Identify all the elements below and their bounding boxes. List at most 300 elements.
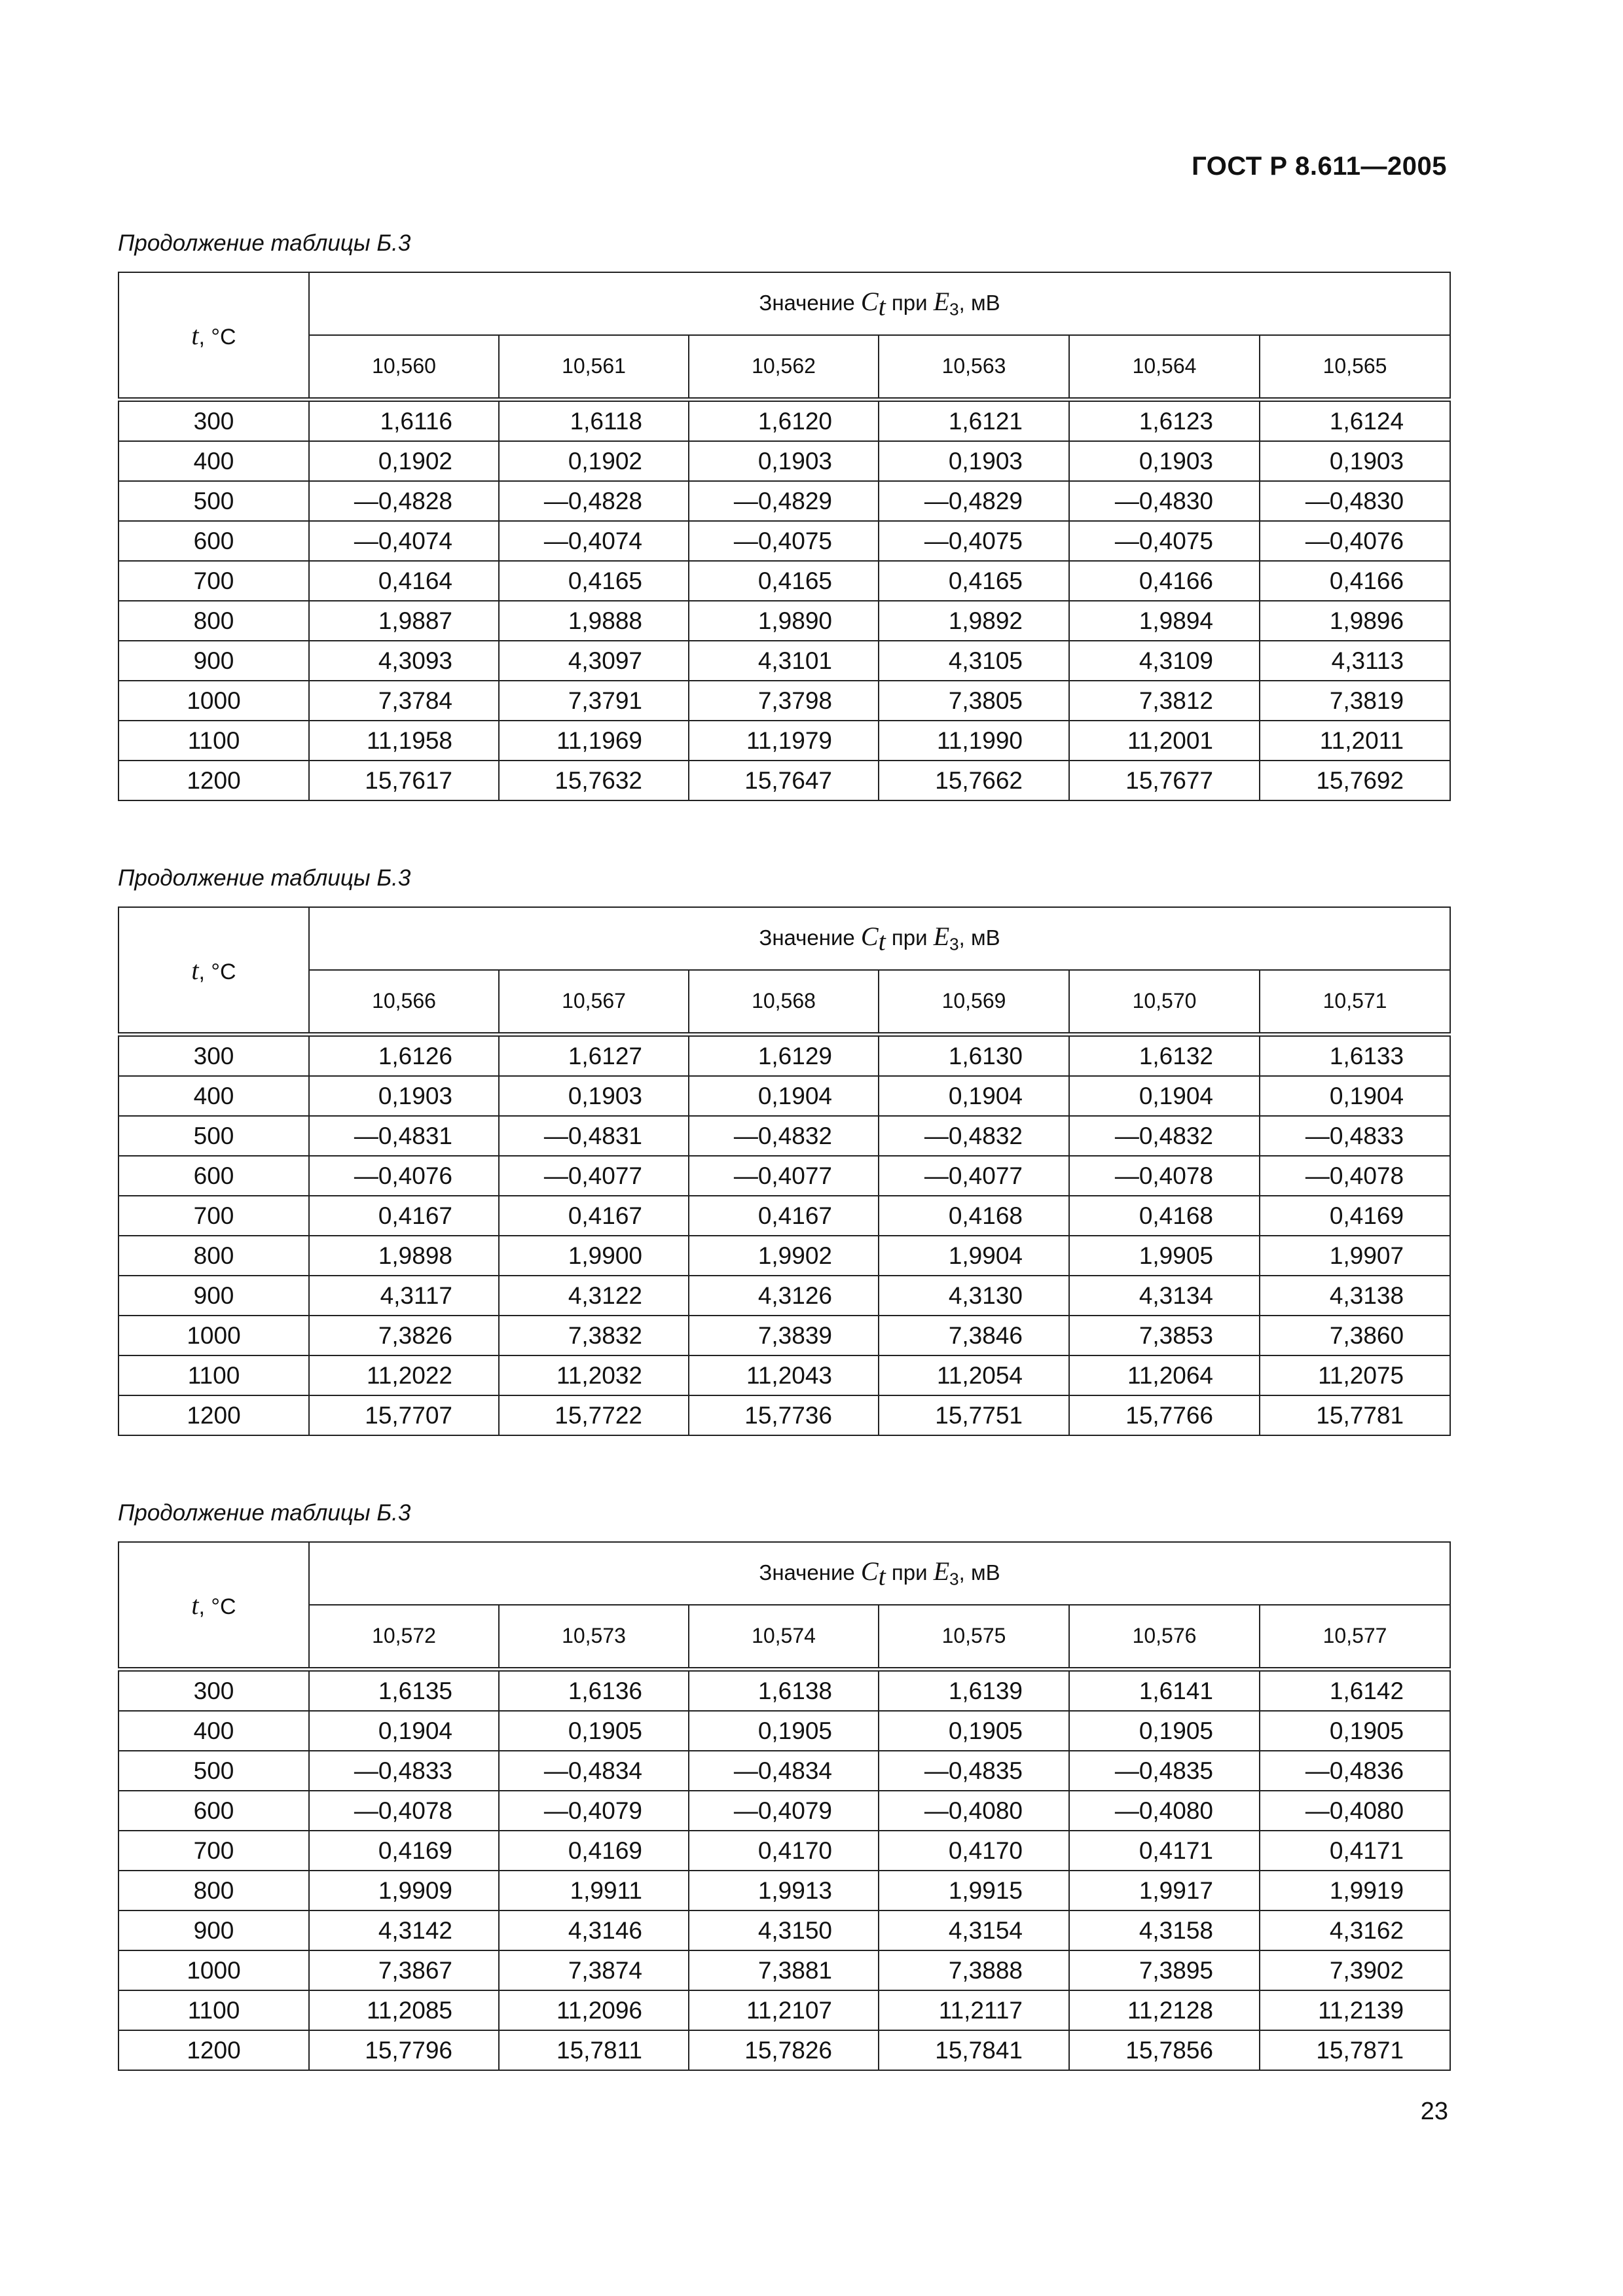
value-cell: 15,7722: [499, 1395, 689, 1435]
value-cell: 1,6124: [1260, 400, 1450, 442]
value-cell: 0,4169: [309, 1831, 499, 1871]
table-row: [119, 2030, 1450, 2070]
value-cell: —0,4828: [499, 481, 689, 521]
header-row: [119, 272, 1450, 335]
value-cell: 0,4167: [309, 1196, 499, 1236]
column-header: 10,562: [689, 335, 879, 400]
temperature-cell: 700: [119, 1831, 309, 1871]
value-prefix: Значение: [759, 290, 861, 315]
value-cell: —0,4830: [1069, 481, 1260, 521]
temperature-cell: 800: [119, 601, 309, 641]
t-unit: , °C: [198, 959, 236, 984]
value-cell: 0,1905: [499, 1711, 689, 1751]
table-row: [119, 521, 1450, 561]
value-cell: —0,4828: [309, 481, 499, 521]
value-cell: 1,9896: [1260, 601, 1450, 641]
table-row: [119, 681, 1450, 721]
t-unit: , °C: [198, 324, 236, 350]
value-cell: 11,2001: [1069, 721, 1260, 761]
value-cell: 0,4171: [1260, 1831, 1450, 1871]
value-mid: при: [885, 925, 934, 950]
value-cell: 1,6130: [879, 1035, 1069, 1077]
value-cell: 0,1903: [499, 1076, 689, 1116]
table-row: [119, 601, 1450, 641]
value-cell: 15,7692: [1260, 761, 1450, 800]
column-header: 10,574: [689, 1605, 879, 1670]
table-row: [119, 641, 1450, 681]
e-subscript: 3: [949, 299, 959, 319]
temperature-cell: 600: [119, 1156, 309, 1196]
temperature-cell: 1200: [119, 761, 309, 800]
value-cell: 0,4167: [689, 1196, 879, 1236]
value-cell: 1,6126: [309, 1035, 499, 1077]
temperature-cell: 400: [119, 441, 309, 481]
value-prefix: Значение: [759, 925, 861, 950]
value-cell: 0,1904: [879, 1076, 1069, 1116]
value-cell: 7,3832: [499, 1316, 689, 1355]
value-cell: 1,9909: [309, 1871, 499, 1910]
table-row: [119, 1076, 1450, 1116]
value-cell: 11,2054: [879, 1355, 1069, 1395]
value-cell: 1,9911: [499, 1871, 689, 1910]
column-header-row: [119, 335, 1450, 400]
value-cell: 4,3146: [499, 1910, 689, 1950]
value-cell: 0,1903: [689, 441, 879, 481]
e-symbol: E: [933, 921, 950, 951]
column-header: 10,566: [309, 970, 499, 1035]
value-cell: 7,3874: [499, 1950, 689, 1990]
value-cell: 11,2107: [689, 1990, 879, 2030]
value-cell: —0,4076: [1260, 521, 1450, 561]
value-cell: 0,1903: [879, 441, 1069, 481]
value-cell: 4,3150: [689, 1910, 879, 1950]
value-cell: 1,9898: [309, 1236, 499, 1276]
value-cell: 15,7796: [309, 2030, 499, 2070]
value-cell: 1,6141: [1069, 1670, 1260, 1712]
value-cell: 1,6133: [1260, 1035, 1450, 1077]
value-cell: 0,1902: [499, 441, 689, 481]
temperature-cell: 500: [119, 481, 309, 521]
temperature-cell: 800: [119, 1236, 309, 1276]
value-cell: 7,3791: [499, 681, 689, 721]
value-cell: 0,1903: [309, 1076, 499, 1116]
column-header: 10,575: [879, 1605, 1069, 1670]
value-cell: 4,3158: [1069, 1910, 1260, 1950]
value-cell: 4,3162: [1260, 1910, 1450, 1950]
value-cell: 1,6136: [499, 1670, 689, 1712]
value-cell: 1,9890: [689, 601, 879, 641]
value-cell: —0,4834: [689, 1751, 879, 1791]
value-cell: 7,3853: [1069, 1316, 1260, 1355]
value-cell: 0,4167: [499, 1196, 689, 1236]
value-cell: 0,1905: [1069, 1711, 1260, 1751]
value-cell: 4,3134: [1069, 1276, 1260, 1316]
value-cell: 15,7677: [1069, 761, 1260, 800]
value-cell: 7,3867: [309, 1950, 499, 1990]
value-header: [309, 272, 1450, 335]
value-mid: при: [885, 290, 934, 315]
value-cell: 1,9892: [879, 601, 1069, 641]
value-cell: 0,4166: [1260, 561, 1450, 601]
header-row: [119, 907, 1450, 970]
value-cell: 1,6139: [879, 1670, 1069, 1712]
table-row: [119, 1751, 1450, 1791]
value-cell: —0,4077: [879, 1156, 1069, 1196]
value-cell: 7,3784: [309, 681, 499, 721]
e-symbol: E: [933, 286, 950, 316]
table-row: [119, 1236, 1450, 1276]
data-table: [118, 906, 1451, 1436]
value-cell: 1,9907: [1260, 1236, 1450, 1276]
e-symbol: E: [933, 1556, 950, 1586]
column-header: 10,576: [1069, 1605, 1260, 1670]
table-row: [119, 761, 1450, 800]
value-cell: 7,3888: [879, 1950, 1069, 1990]
value-cell: —0,4077: [689, 1156, 879, 1196]
temperature-header: [119, 272, 309, 400]
e-subscript: 3: [949, 1569, 959, 1589]
column-header: 10,563: [879, 335, 1069, 400]
value-cell: 0,1902: [309, 441, 499, 481]
value-cell: 0,4165: [879, 561, 1069, 601]
table-row: [119, 1990, 1450, 2030]
value-cell: —0,4077: [499, 1156, 689, 1196]
value-cell: 0,1903: [1069, 441, 1260, 481]
value-cell: 0,1904: [689, 1076, 879, 1116]
value-cell: —0,4075: [1069, 521, 1260, 561]
t-symbol: t: [191, 955, 199, 985]
value-cell: 0,1905: [689, 1711, 879, 1751]
temperature-cell: 1200: [119, 1395, 309, 1435]
c-symbol: C: [860, 1556, 879, 1586]
value-cell: 0,1905: [1260, 1711, 1450, 1751]
value-cell: 7,3798: [689, 681, 879, 721]
table-row: [119, 1950, 1450, 1990]
value-cell: 15,7826: [689, 2030, 879, 2070]
value-cell: —0,4830: [1260, 481, 1450, 521]
t-unit: , °C: [198, 1594, 236, 1619]
column-header: 10,569: [879, 970, 1069, 1035]
value-cell: —0,4078: [1260, 1156, 1450, 1196]
value-cell: 4,3130: [879, 1276, 1069, 1316]
value-cell: —0,4080: [1260, 1791, 1450, 1831]
value-cell: 4,3093: [309, 641, 499, 681]
table-row: [119, 721, 1450, 761]
value-cell: 15,7856: [1069, 2030, 1260, 2070]
value-cell: 0,4170: [879, 1831, 1069, 1871]
value-cell: 7,3819: [1260, 681, 1450, 721]
value-cell: 1,9902: [689, 1236, 879, 1276]
value-cell: —0,4074: [309, 521, 499, 561]
value-cell: 11,2032: [499, 1355, 689, 1395]
value-cell: —0,4831: [499, 1116, 689, 1156]
temperature-cell: 1000: [119, 1950, 309, 1990]
c-subscript: t: [878, 926, 886, 956]
c-subscript: t: [878, 291, 886, 321]
column-header: 10,564: [1069, 335, 1260, 400]
value-unit: , мВ: [958, 290, 1000, 315]
temperature-header: [119, 1542, 309, 1670]
data-table: [118, 1541, 1451, 2071]
value-mid: при: [885, 1560, 934, 1585]
value-cell: —0,4832: [879, 1116, 1069, 1156]
value-cell: —0,4079: [499, 1791, 689, 1831]
temperature-cell: 1000: [119, 681, 309, 721]
table-row: [119, 1711, 1450, 1751]
value-cell: —0,4835: [1069, 1751, 1260, 1791]
value-cell: —0,4829: [879, 481, 1069, 521]
table-caption: Продолжение таблицы Б.3: [118, 1500, 411, 1526]
c-symbol: C: [860, 286, 879, 316]
column-header: 10,572: [309, 1605, 499, 1670]
value-cell: 1,9888: [499, 601, 689, 641]
temperature-cell: 1100: [119, 1355, 309, 1395]
value-cell: 11,1979: [689, 721, 879, 761]
value-cell: —0,4832: [689, 1116, 879, 1156]
value-cell: —0,4074: [499, 521, 689, 561]
value-cell: 15,7647: [689, 761, 879, 800]
value-cell: 1,6118: [499, 400, 689, 442]
temperature-header: [119, 907, 309, 1035]
value-cell: 15,7617: [309, 761, 499, 800]
value-cell: 7,3902: [1260, 1950, 1450, 1990]
value-cell: 1,9915: [879, 1871, 1069, 1910]
table-row: [119, 441, 1450, 481]
value-cell: 15,7766: [1069, 1395, 1260, 1435]
temperature-cell: 900: [119, 641, 309, 681]
value-cell: 1,6129: [689, 1035, 879, 1077]
value-cell: 0,4165: [689, 561, 879, 601]
value-cell: 1,6138: [689, 1670, 879, 1712]
temperature-cell: 300: [119, 400, 309, 442]
value-cell: 7,3812: [1069, 681, 1260, 721]
temperature-cell: 700: [119, 1196, 309, 1236]
temperature-cell: 800: [119, 1871, 309, 1910]
value-cell: 15,7662: [879, 761, 1069, 800]
value-cell: —0,4833: [1260, 1116, 1450, 1156]
value-cell: 0,4164: [309, 561, 499, 601]
value-cell: —0,4831: [309, 1116, 499, 1156]
column-header: 10,560: [309, 335, 499, 400]
value-cell: —0,4079: [689, 1791, 879, 1831]
value-unit: , мВ: [958, 925, 1000, 950]
value-cell: 11,2022: [309, 1355, 499, 1395]
value-cell: 1,6135: [309, 1670, 499, 1712]
temperature-cell: 600: [119, 1791, 309, 1831]
data-table: [118, 272, 1451, 801]
value-cell: —0,4080: [1069, 1791, 1260, 1831]
column-header-row: [119, 970, 1450, 1035]
value-cell: 11,1990: [879, 721, 1069, 761]
table-row: [119, 1395, 1450, 1435]
value-cell: 4,3113: [1260, 641, 1450, 681]
value-header: [309, 907, 1450, 970]
value-cell: 15,7751: [879, 1395, 1069, 1435]
value-cell: —0,4078: [1069, 1156, 1260, 1196]
table-row: [119, 1276, 1450, 1316]
value-cell: —0,4834: [499, 1751, 689, 1791]
value-cell: 11,1958: [309, 721, 499, 761]
value-cell: 0,4165: [499, 561, 689, 601]
table-row: [119, 481, 1450, 521]
value-cell: 0,1903: [1260, 441, 1450, 481]
table-row: [119, 561, 1450, 601]
column-header: 10,571: [1260, 970, 1450, 1035]
temperature-cell: 300: [119, 1035, 309, 1077]
value-cell: 4,3126: [689, 1276, 879, 1316]
temperature-cell: 1200: [119, 2030, 309, 2070]
value-cell: 1,9904: [879, 1236, 1069, 1276]
value-cell: 0,1904: [1069, 1076, 1260, 1116]
value-cell: 1,6121: [879, 400, 1069, 442]
value-cell: —0,4835: [879, 1751, 1069, 1791]
temperature-cell: 700: [119, 561, 309, 601]
value-cell: 4,3105: [879, 641, 1069, 681]
temperature-cell: 300: [119, 1670, 309, 1712]
value-cell: —0,4836: [1260, 1751, 1450, 1791]
value-cell: 7,3860: [1260, 1316, 1450, 1355]
value-cell: 15,7841: [879, 2030, 1069, 2070]
value-cell: 7,3839: [689, 1316, 879, 1355]
value-cell: 15,7811: [499, 2030, 689, 2070]
value-cell: 1,9919: [1260, 1871, 1450, 1910]
value-cell: 0,1904: [309, 1711, 499, 1751]
value-cell: 7,3881: [689, 1950, 879, 1990]
value-cell: 11,2011: [1260, 721, 1450, 761]
column-header: 10,567: [499, 970, 689, 1035]
value-cell: 11,2075: [1260, 1355, 1450, 1395]
temperature-cell: 600: [119, 521, 309, 561]
value-cell: 4,3109: [1069, 641, 1260, 681]
t-symbol: t: [191, 320, 199, 350]
value-cell: 4,3097: [499, 641, 689, 681]
header-row: [119, 1542, 1450, 1605]
value-cell: 11,2043: [689, 1355, 879, 1395]
value-cell: 0,4169: [499, 1831, 689, 1871]
value-cell: 1,6142: [1260, 1670, 1450, 1712]
value-cell: 1,9887: [309, 601, 499, 641]
value-cell: 4,3122: [499, 1276, 689, 1316]
table-caption: Продолжение таблицы Б.3: [118, 865, 411, 891]
value-cell: 7,3826: [309, 1316, 499, 1355]
value-cell: 15,7707: [309, 1395, 499, 1435]
c-symbol: C: [860, 921, 879, 951]
table-row: [119, 400, 1450, 442]
value-cell: 1,9900: [499, 1236, 689, 1276]
value-cell: 0,4170: [689, 1831, 879, 1871]
value-cell: 1,9894: [1069, 601, 1260, 641]
value-cell: 0,4168: [879, 1196, 1069, 1236]
value-cell: 1,6127: [499, 1035, 689, 1077]
value-cell: —0,4076: [309, 1156, 499, 1196]
value-cell: 0,4166: [1069, 561, 1260, 601]
table-row: [119, 1316, 1450, 1355]
value-cell: 0,1904: [1260, 1076, 1450, 1116]
value-cell: 4,3142: [309, 1910, 499, 1950]
value-cell: 1,6123: [1069, 400, 1260, 442]
table-row: [119, 1035, 1450, 1077]
column-header: 10,570: [1069, 970, 1260, 1035]
temperature-cell: 1100: [119, 721, 309, 761]
value-header: [309, 1542, 1450, 1605]
value-cell: 11,2117: [879, 1990, 1069, 2030]
value-cell: 4,3154: [879, 1910, 1069, 1950]
value-cell: 11,2085: [309, 1990, 499, 2030]
value-cell: 1,9905: [1069, 1236, 1260, 1276]
column-header: 10,573: [499, 1605, 689, 1670]
value-cell: —0,4833: [309, 1751, 499, 1791]
value-cell: —0,4080: [879, 1791, 1069, 1831]
value-cell: 11,2128: [1069, 1990, 1260, 2030]
value-cell: 15,7632: [499, 761, 689, 800]
table-row: [119, 1871, 1450, 1910]
value-cell: 4,3101: [689, 641, 879, 681]
value-unit: , мВ: [958, 1560, 1000, 1585]
value-cell: 1,6132: [1069, 1035, 1260, 1077]
value-cell: 0,4169: [1260, 1196, 1450, 1236]
column-header: 10,565: [1260, 335, 1450, 400]
value-cell: —0,4075: [689, 521, 879, 561]
value-cell: 7,3846: [879, 1316, 1069, 1355]
temperature-cell: 1100: [119, 1990, 309, 2030]
value-cell: 15,7781: [1260, 1395, 1450, 1435]
table-caption: Продолжение таблицы Б.3: [118, 230, 411, 256]
value-cell: 0,4171: [1069, 1831, 1260, 1871]
value-cell: 0,1905: [879, 1711, 1069, 1751]
temperature-cell: 500: [119, 1116, 309, 1156]
value-cell: —0,4832: [1069, 1116, 1260, 1156]
temperature-cell: 1000: [119, 1316, 309, 1355]
value-cell: 15,7736: [689, 1395, 879, 1435]
document-header: ГОСТ Р 8.611—2005: [1192, 152, 1447, 181]
value-cell: 0,4168: [1069, 1196, 1260, 1236]
value-cell: 11,2096: [499, 1990, 689, 2030]
c-subscript: t: [878, 1561, 886, 1591]
value-cell: 15,7871: [1260, 2030, 1450, 2070]
table-row: [119, 1355, 1450, 1395]
value-cell: 11,2139: [1260, 1990, 1450, 2030]
value-cell: 11,1969: [499, 721, 689, 761]
value-cell: 1,9913: [689, 1871, 879, 1910]
value-cell: —0,4829: [689, 481, 879, 521]
temperature-cell: 400: [119, 1711, 309, 1751]
temperature-cell: 900: [119, 1910, 309, 1950]
table-row: [119, 1670, 1450, 1712]
value-prefix: Значение: [759, 1560, 861, 1585]
value-cell: 1,6120: [689, 400, 879, 442]
value-cell: 1,9917: [1069, 1871, 1260, 1910]
temperature-cell: 900: [119, 1276, 309, 1316]
table-row: [119, 1116, 1450, 1156]
value-cell: 1,6116: [309, 400, 499, 442]
value-cell: 4,3138: [1260, 1276, 1450, 1316]
value-cell: —0,4075: [879, 521, 1069, 561]
value-cell: 7,3805: [879, 681, 1069, 721]
t-symbol: t: [191, 1590, 199, 1620]
table-row: [119, 1156, 1450, 1196]
e-subscript: 3: [949, 934, 959, 954]
value-cell: 7,3895: [1069, 1950, 1260, 1990]
table-row: [119, 1831, 1450, 1871]
value-cell: —0,4078: [309, 1791, 499, 1831]
column-header: 10,561: [499, 335, 689, 400]
page-number: 23: [1420, 2098, 1448, 2125]
table-row: [119, 1910, 1450, 1950]
column-header-row: [119, 1605, 1450, 1670]
column-header: 10,577: [1260, 1605, 1450, 1670]
temperature-cell: 400: [119, 1076, 309, 1116]
temperature-cell: 500: [119, 1751, 309, 1791]
